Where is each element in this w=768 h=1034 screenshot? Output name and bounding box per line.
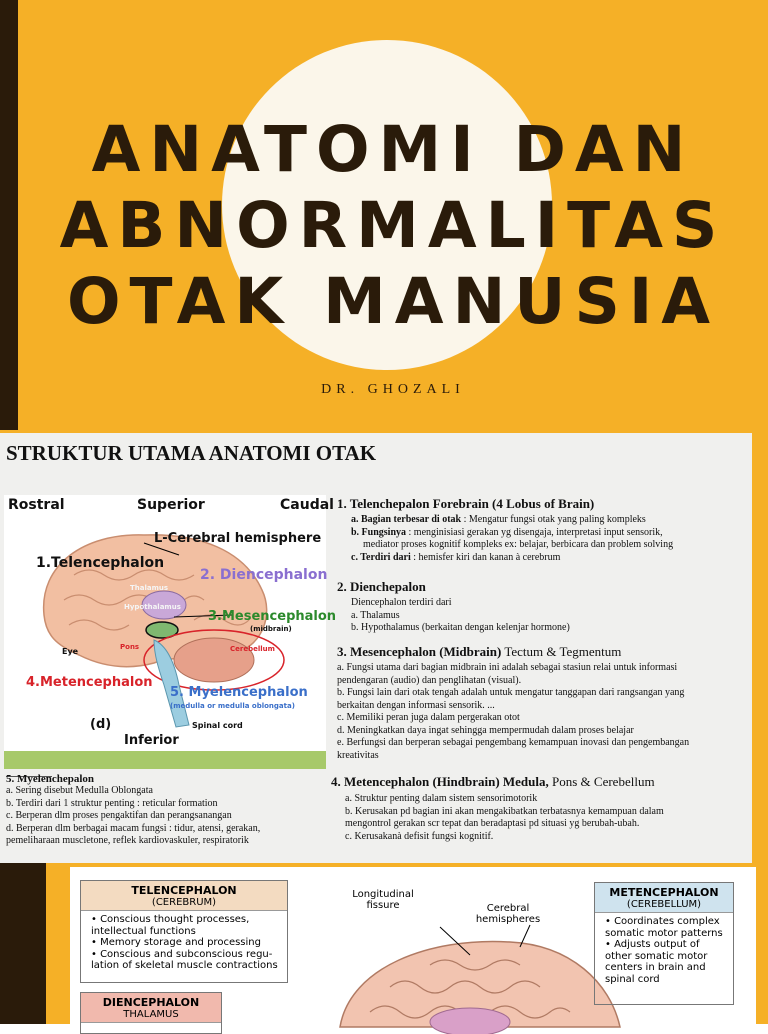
label-metencephalon: 4.Metencephalon: [26, 675, 153, 690]
left-accent-bar: [0, 863, 46, 1024]
label-cerebral-hemispheres: Cerebral hemispheres: [475, 903, 541, 925]
list-item: • Adjusts output of other somatic motor centers in brain and spinal cord: [605, 939, 729, 985]
diencephalon-box-title: DIENCEPHALON: [102, 996, 200, 1009]
list-item: Diencephalon terdiri dari: [351, 597, 452, 608]
list-item: pemeliharaan muscletone, reflek kardiovaskuler, respiratorik: [6, 835, 249, 846]
title-slide: [0, 0, 768, 430]
list-item: c. Berperan dlm proses pengaktifan dan perangsanangan: [6, 810, 232, 821]
list-item: a. Struktur penting dalam sistem sensorimotorik: [345, 793, 538, 804]
anatomy-slide: [0, 430, 768, 863]
section-2-heading: 2. Dienchepalon: [337, 579, 426, 594]
label-midbrain: (midbrain): [250, 625, 292, 633]
list-item: c. Memiliki peran juga dalam pergerakan otot: [337, 712, 520, 723]
title-line-3: OTAK MANUSIA: [66, 265, 720, 338]
brain-diagram: [4, 495, 337, 751]
label-telencephalon: 1.Telencephalon: [36, 555, 165, 571]
cerebrum-illustration: [320, 917, 620, 1027]
section-2-list: [337, 597, 747, 635]
list-item: pendengaran (audio) dan penglihatan (visual).: [337, 674, 522, 686]
telencephalon-box: [80, 880, 288, 983]
label-caudal: Caudal: [280, 497, 334, 513]
section-mesencephalon: [337, 643, 752, 762]
section-5-heading: 5. Myelenchepalon: [6, 773, 94, 785]
label-hemisphere: L-Cerebral hemisphere: [154, 531, 322, 546]
list-item: [351, 514, 747, 527]
section-1-heading: 1. Telenchepalon Forebrain (4 Lobus of Brain): [337, 496, 595, 511]
diencephalon-box-header: [81, 993, 221, 1023]
list-item: • Memory storage and processing: [91, 937, 283, 949]
label-diencephalon: 2. Diencephalon: [200, 567, 328, 583]
anatomy-panel: [0, 433, 752, 863]
label-rostral: Rostral: [8, 497, 65, 513]
label-longitudinal-fissure: Longitudinal fissure: [352, 889, 414, 911]
list-item: • Coordinates complex somatic motor patterns: [605, 916, 729, 939]
metencephalon-box-list: [595, 916, 733, 985]
list-item: e. Berfungsi dan berperan sebagai pengembang kemampuan inovasi dan pengembangan: [337, 737, 690, 748]
metencephalon-box-subtitle: (CEREBELLUM): [626, 899, 702, 910]
green-accent-bar: [4, 751, 326, 769]
telencephalon-box-subtitle: (CEREBRUM): [151, 897, 217, 908]
label-mesencephalon: 3.Mesencephalon: [208, 609, 337, 624]
section-telencephalon: [337, 496, 747, 564]
list-item: • Conscious and subconscious regu-lation of skeletal muscle contractions: [91, 949, 283, 972]
title-line-2: ABNORMALITAS: [59, 189, 727, 262]
section-1-list: [337, 514, 747, 564]
author-name: DR. GHOZALI: [321, 382, 465, 397]
item-text: : Mengatur fungsi otak yang paling kompleks: [461, 514, 646, 525]
telencephalon-box-list: [81, 914, 287, 972]
list-item: d. Meningkatkan daya ingat sehingga mempermudah dalam proses belajar: [337, 724, 634, 736]
label-pons: Pons: [120, 643, 140, 651]
item-text: mediator proses kognitif kompleks ex: belajar, berbicara dan problem solving: [363, 539, 674, 550]
list-item: a. Fungsi utama dari bagian midbrain ini adalah sebagai stasiun relai untuk informasi: [337, 662, 678, 673]
label-eye: Eye: [62, 647, 79, 656]
label-myelencephalon: 5. Myelencephalon: [170, 685, 308, 700]
diencephalon-box: [80, 992, 222, 1034]
list-item: [351, 539, 747, 552]
metencephalon-box-title: METENCEPHALON: [609, 886, 719, 899]
list-item: d. Berperan dlm berbagai macam fungsi : tidur, atensi, gerakan,: [6, 822, 261, 834]
list-item: b. Terdiri dari 1 struktur penting : reticular formation: [6, 797, 218, 809]
diencephalon-box-subtitle: THALAMUS: [123, 1009, 179, 1020]
slide-title: [18, 112, 768, 340]
label-hypothalamus: Hypothalamus: [124, 603, 181, 611]
list-item: kreativitas: [337, 749, 379, 761]
item-label: a. Bagian terbesar di otak: [351, 514, 462, 525]
list-item: b. Hypothalamus (berkaitan dengan kelenjar hormone): [351, 622, 570, 633]
left-accent-bar: [0, 0, 18, 430]
section-myelencephalon: [6, 773, 326, 848]
metencephalon-box-header: [595, 883, 733, 913]
label-superior: Superior: [137, 497, 205, 513]
label-inferior: Inferior: [124, 733, 179, 748]
list-item: berkaitan dengan informasi sensorik. ...: [337, 699, 495, 711]
list-item: a. Sering disebut Medulla Oblongata: [6, 785, 153, 796]
list-item: mengontrol gerakan scr tepat dan beradaptasi pd situasi yg berubah-ubah.: [345, 818, 640, 829]
list-item: [351, 527, 747, 540]
telencephalon-box-title: TELENCEPHALON: [131, 884, 237, 897]
brain-function-slide: [0, 863, 768, 1024]
anatomy-slide-title: STRUKTUR UTAMA ANATOMI OTAK: [6, 441, 377, 465]
label-spinal-cord: Spinal cord: [192, 721, 243, 730]
telencephalon-box-header: [81, 881, 287, 911]
section-4-heading-bold: 4. Metencephalon (Hindbrain) Medula,: [331, 774, 549, 789]
section-metencephalon: [331, 773, 751, 843]
section-3-heading: [337, 643, 752, 661]
section-4-heading: [331, 773, 751, 791]
function-panel: [70, 867, 756, 1024]
list-item: b. Fungsi lain dari otak tengah adalah untuk mengatur tanggapan dari rangsangan yang: [337, 687, 685, 698]
section-4-list: [331, 793, 751, 843]
label-thalamus: Thalamus: [130, 584, 169, 592]
metencephalon-box: [594, 882, 734, 1005]
item-text: : hemisfer kiri dan kanan à cerebrum: [410, 551, 561, 563]
section-5-list: [6, 785, 326, 848]
item-label: c. Terdiri dari: [351, 551, 411, 563]
label-d: (d): [90, 717, 112, 732]
list-item: c. Kerusakanà defisit fungsi kognitif.: [345, 830, 494, 842]
list-item: a. Thalamus: [351, 609, 400, 621]
section-4-heading-rest: Pons & Cerebellum: [548, 774, 655, 789]
item-label: b. Fungsinya: [351, 526, 407, 538]
list-item: b. Kerusakan pd bagian ini akan mengakibatkan terbatasnya kemampuan dalam: [345, 805, 664, 817]
list-item: • Conscious thought processes, intellectual functions: [91, 914, 283, 937]
diencephalon-shape: [430, 1008, 510, 1034]
label-medulla: (medulla or medulla oblongata): [170, 702, 295, 710]
label-cerebellum: Cerebellum: [230, 645, 275, 653]
list-item: [351, 552, 747, 565]
section-3-list: [337, 662, 752, 762]
section-diencephalon: [337, 579, 747, 635]
item-text: : menginisiasi gerakan yg disengaja, interpretasi input sensorik,: [406, 526, 663, 538]
section-3-heading-rest: Tectum & Tegmentum: [501, 644, 622, 659]
section-3-heading-bold: 3. Mesencephalon (Midbrain): [337, 644, 502, 659]
title-line-1: ANATOMI DAN: [91, 113, 695, 186]
